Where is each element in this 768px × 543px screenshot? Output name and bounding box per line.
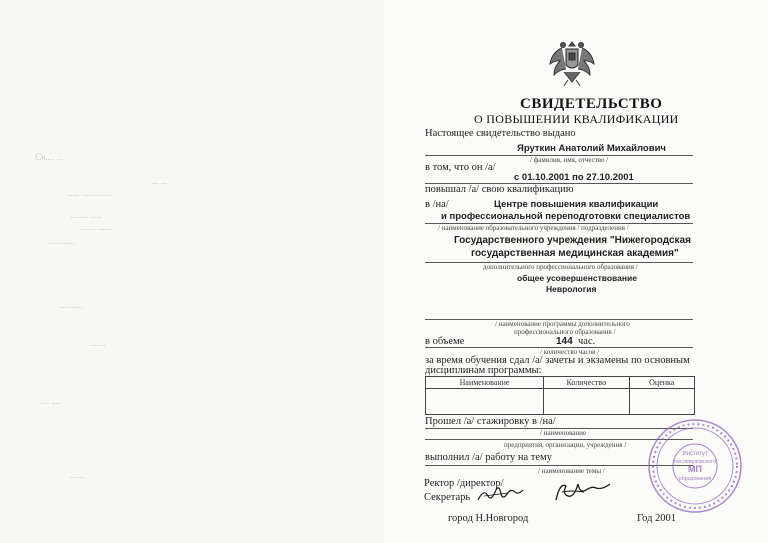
program-line-1: общее усовершенствование [517, 273, 637, 283]
program-caption-1: / наименование программы дополнительного [495, 320, 630, 328]
internship-label: Прошел /а/ стажировку в /на/ [425, 416, 556, 427]
org-caption: предприятия, организации, учреждения / [504, 441, 627, 449]
rector-label: Ректор /директор/ [424, 478, 504, 489]
institution-caption: / наименование образовательного учреждения / подразделения / [438, 224, 629, 232]
exams-line-2: дисциплинам программы: [425, 365, 542, 376]
coat-of-arms-icon [548, 36, 596, 88]
certificate-title: СВИДЕТЕЛЬСТВО [520, 96, 663, 112]
volume-label: в объеме [425, 336, 465, 347]
that-label: в том, что он /а/ [425, 162, 496, 173]
ghost-text: ........ ..... [70, 210, 102, 220]
exams-table [425, 376, 695, 415]
program-caption-2: профессионального образования / [514, 328, 616, 336]
issued-label: Настоящее свидетельство выдано [425, 128, 576, 139]
ghost-text: ....... ...... [80, 222, 112, 232]
table-cell [426, 389, 544, 415]
svg-text:образования: образования [678, 476, 712, 482]
volume-value: 144 [556, 336, 573, 347]
center-line-1: Центре повышения квалификации [494, 199, 659, 210]
table-header-grade: Оценка [629, 377, 694, 389]
topic-caption: / наименование темы / [538, 467, 605, 475]
ghost-text: ............ [48, 236, 75, 246]
volume-unit: час. [578, 336, 596, 347]
holder-name: Яруткин Анатолий Михайлович [517, 143, 666, 154]
rector-signature [552, 478, 614, 508]
ghost-text: ...... [70, 470, 84, 480]
table-cell [629, 389, 694, 415]
institution-line-1: Государственного учреждения "Нижегородская [454, 235, 691, 246]
secretary-signature [476, 484, 526, 506]
svg-text:МП: МП [688, 464, 702, 474]
program-line-2: Неврология [546, 284, 597, 294]
ghost-text: ... ... [152, 176, 168, 186]
in-label: в /на/ [425, 199, 449, 210]
city-label: город Н.Новгород [448, 513, 529, 524]
ghost-text: .......... [60, 300, 83, 310]
ghost-text: Сч.... ... [35, 152, 64, 162]
certificate-subtitle: О ПОВЫШЕНИИ КВАЛИФИКАЦИИ [474, 112, 679, 126]
study-period: с 01.10.2001 по 27.10.2001 [514, 172, 634, 183]
raised-label: повышал /а/ свою квалификацию [425, 184, 574, 195]
institution-line-2: государственная медицинская академия" [471, 248, 679, 259]
ghost-text: .... .... [40, 396, 61, 406]
hours-caption: / количество часов / [540, 348, 600, 356]
extra-caption: дополнительного профессионального образования / [483, 263, 638, 271]
table-header-count: Количество [544, 377, 629, 389]
year-label: Год 2001 [637, 513, 677, 524]
official-stamp [646, 417, 744, 515]
ghost-text: ....... [90, 338, 106, 348]
exams-line-1: за время обучения сдал /а/ зачеты и экзамены по основным [425, 355, 690, 366]
svg-text:послевузовского: послевузовского [673, 459, 717, 465]
center-line-2: и профессиональной переподготовки специалистов [441, 211, 691, 222]
secretary-label: Секретарь [424, 492, 471, 503]
ghost-text: ..... .............. [68, 188, 113, 198]
holder-caption: / фамилия, имя, отчество / [530, 156, 609, 164]
svg-text:Институт: Институт [682, 451, 708, 457]
table-header-name: Наименование [426, 377, 544, 389]
name-caption: / наименование [540, 429, 586, 437]
work-label: выполнил /а/ работу на тему [425, 452, 552, 463]
table-cell [544, 389, 629, 415]
